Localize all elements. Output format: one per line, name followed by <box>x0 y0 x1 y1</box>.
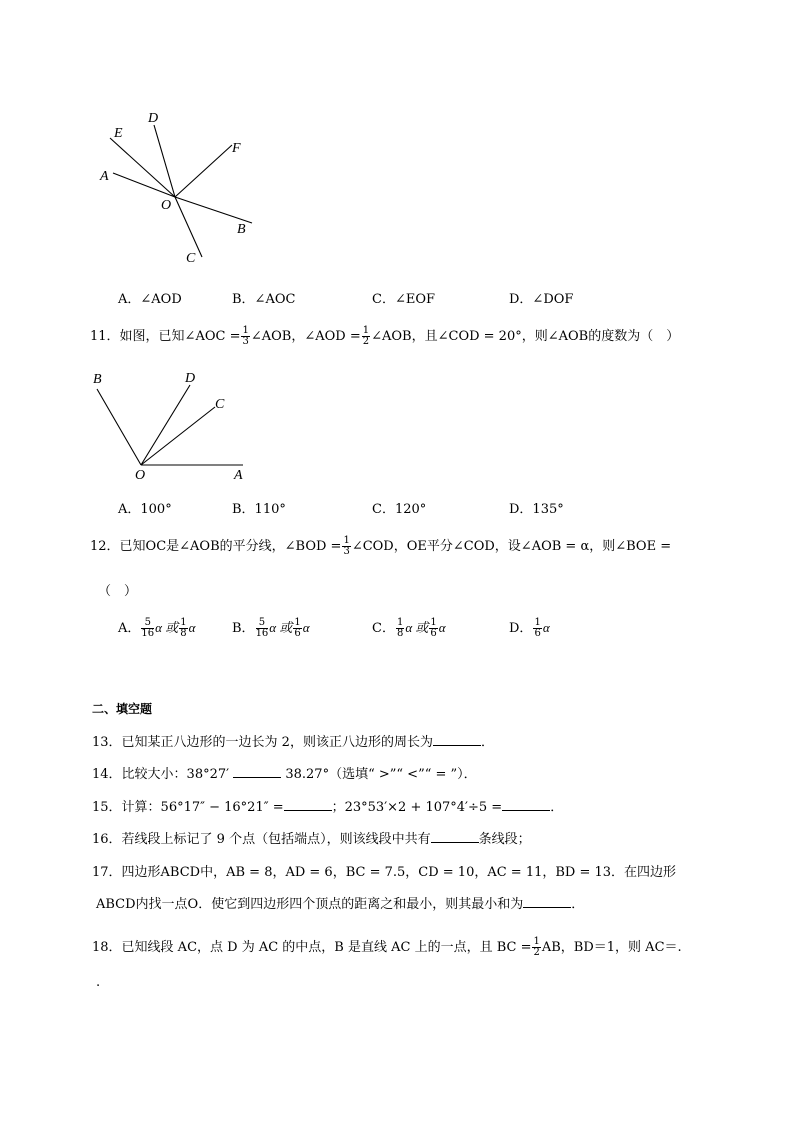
ray-OD <box>141 385 190 465</box>
q10-option-c: C．∠EOF <box>372 292 436 307</box>
label-C: C <box>215 397 225 412</box>
q13: 13．已知某正八边形的一边长为 2，则该正八边形的周长为 ． <box>92 735 494 750</box>
q18-frac: $\frac{1}{2}$ <box>533 936 540 958</box>
label-A: A <box>234 468 243 483</box>
q10-option-d: D．∠DOF <box>509 292 574 307</box>
q11-option-d: D．135° <box>509 502 564 517</box>
label-D: D <box>148 111 159 126</box>
ray-OC <box>175 197 202 257</box>
label-O: O <box>135 468 146 483</box>
figure-angles-2 <box>88 368 258 483</box>
q11-option-b: B．110° <box>232 502 286 517</box>
q16: 16．若线段上标记了 9 个点（包括端点），则该线段中共有 条线段； <box>92 832 531 847</box>
label-B: B <box>237 222 246 237</box>
figure-angles-1 <box>95 105 265 270</box>
q17-line1: 17．四边形ABCD中，AB = 8，AD = 6，BC = 7.5，CD = 10，AC = 11，BD = 13．在四边形 <box>92 865 677 880</box>
section-title: 二、填空题 <box>92 702 153 716</box>
label-A: A <box>100 169 109 184</box>
q12-option-d: D． $\frac{1}{6}$ α <box>509 617 550 639</box>
q15: 15．计算：56°17″ − 16°21″ = ；23°53′×2 + 107°4′÷5 = ． <box>92 800 564 815</box>
q11-option-c: C．120° <box>372 502 427 517</box>
q12-option-a: A． $\frac{5}{16}$ α 或 $\frac{1}{8}$ α <box>118 617 196 639</box>
q11-frac-1: $\frac{1}{3}$ <box>242 325 249 347</box>
q12-option-b: B． $\frac{5}{16}$ α 或 $\frac{1}{6}$ α <box>232 617 310 639</box>
label-D: D <box>185 371 196 386</box>
q14: 14．比较大小：38°27′ 38.27°（选填“ >”“ <”“ = ”）． <box>92 767 477 782</box>
q11-frac-2: $\frac{1}{2}$ <box>362 325 370 347</box>
ray-OF <box>175 145 232 197</box>
label-O: O <box>161 198 172 213</box>
q11-option-a: A．100° <box>118 502 172 517</box>
ray-OB <box>97 389 141 465</box>
q12-stem: 12．已知OC是∠AOB的平分线，∠BOD = $\frac{1}{3}$ ∠COD，OE平分∠COD，设∠AOB = α，则∠BOE = <box>90 535 672 557</box>
answer-blank <box>233 776 281 778</box>
q12-frac: $\frac{1}{3}$ <box>343 535 350 557</box>
ray-OE <box>110 138 175 197</box>
answer-blank <box>502 809 550 811</box>
answer-blank <box>284 809 332 811</box>
q18: 18．已知线段 AC，点 D 为 AC 的中点，B 是直线 AC 上的一点，且 BC = $\frac{1}{2}$ AB，BD＝1，则 AC＝. <box>92 936 682 958</box>
q10-option-b: B．∠AOC <box>232 292 296 307</box>
answer-blank <box>431 841 479 843</box>
q18-line2: . <box>96 975 101 990</box>
q10-option-a: A．∠AOD <box>118 292 182 307</box>
q17-line2: ABCD内找一点O．使它到四边形四个顶点的距离之和最小，则其最小和为 ． <box>96 897 585 912</box>
answer-blank <box>433 744 481 746</box>
ray-OC <box>141 407 215 465</box>
ray-OD <box>154 125 175 197</box>
label-B: B <box>93 372 102 387</box>
label-F: F <box>232 141 241 156</box>
q11-stem: 11．如图，已知∠AOC = $\frac{1}{3}$ ∠AOB，∠AOD = $\frac{1}{2}$ ∠AOB，且∠COD = 20°，则∠AOB的度数为（ ） <box>90 325 680 347</box>
label-E: E <box>114 126 123 141</box>
q12-option-c: C． $\frac{1}{8}$ α 或 $\frac{1}{6}$ α <box>372 617 446 639</box>
answer-blank <box>523 906 571 908</box>
ray-OA <box>113 173 175 197</box>
q12-paren: （ ） <box>98 584 138 599</box>
label-C: C <box>186 251 196 266</box>
ray-OB <box>175 197 252 223</box>
